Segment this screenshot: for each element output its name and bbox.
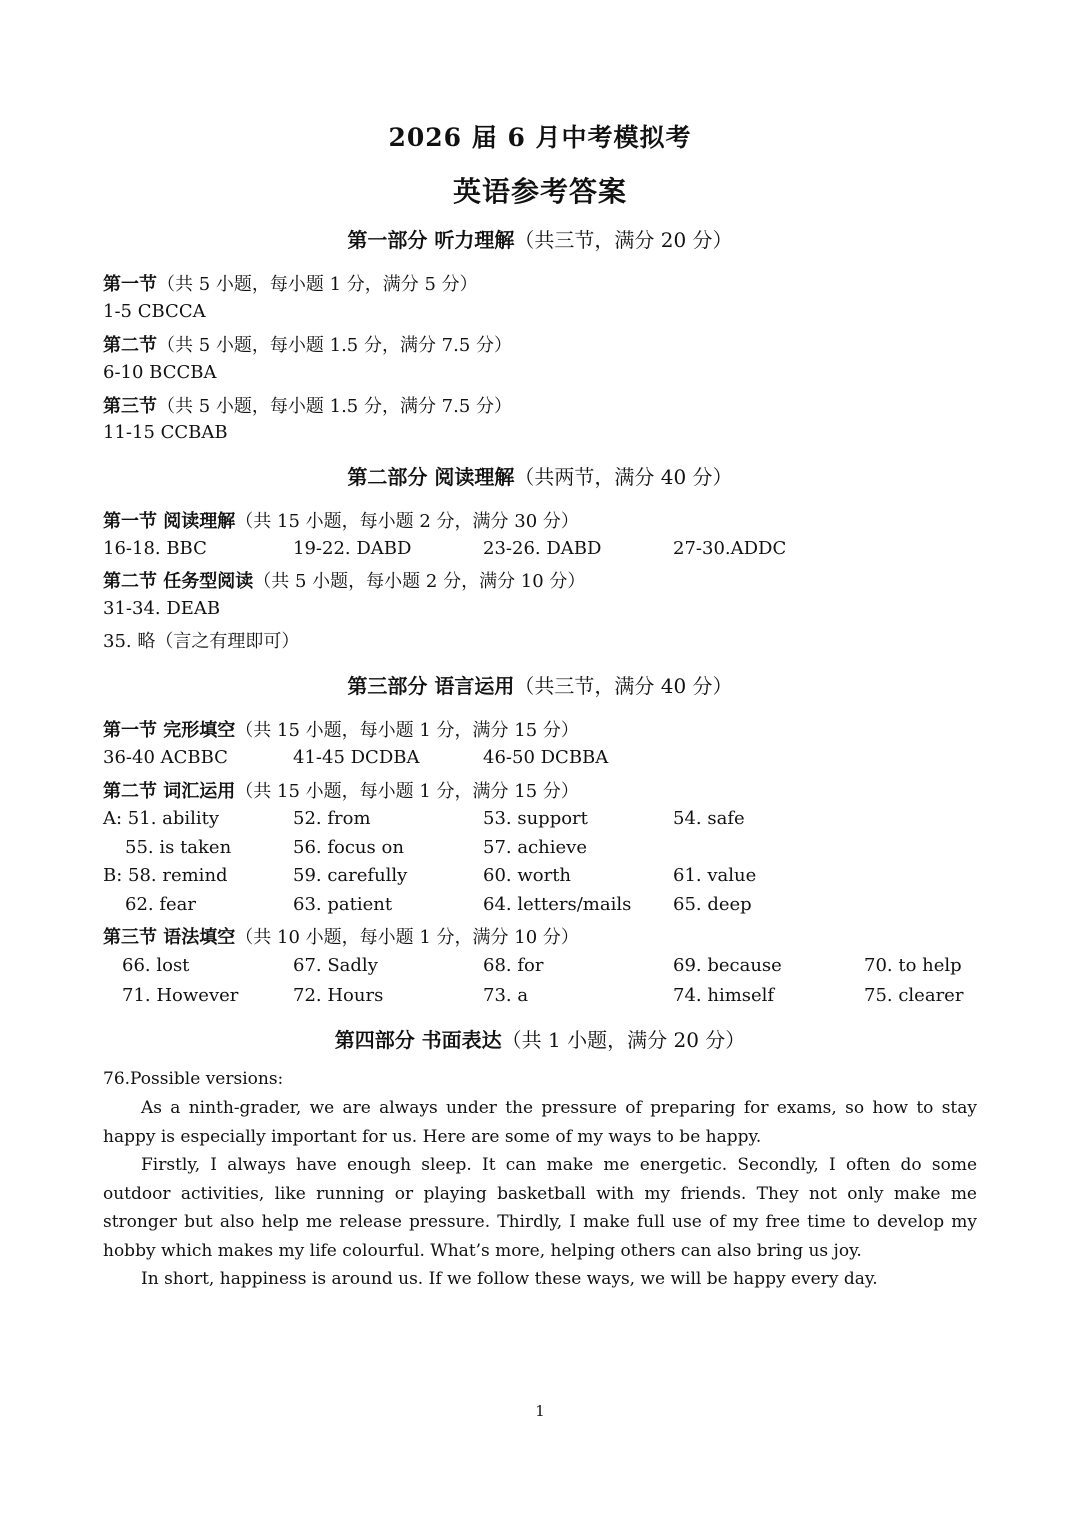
section-label: 第一节 阅读理解	[103, 511, 236, 532]
essay-paragraph	[103, 1094, 977, 1151]
answer-cell: 75. clearer	[864, 985, 964, 1006]
part3-note: （共三节，满分 40 分）	[514, 674, 733, 698]
part1-section2-heading	[103, 331, 512, 357]
answer-cell: 70. to help	[864, 955, 962, 976]
essay-paragraph-text: Firstly, I always have enough sleep. It can make me energetic. Secondly, I often do some outdoor activities, like running or playing basketball with my friends. They not only make me stronger but also help me release pressure. Thirdly, I make full use of my free time to develop my hobby which makes my life colourful. What’s more, helping others can also bring us joy.	[103, 1155, 977, 1261]
part2-title: 第二部分 阅读理解	[347, 465, 515, 489]
answer-key-title: 英语参考答案	[452, 175, 627, 208]
section-label: 第二节	[103, 335, 157, 356]
section-label: 第二节 词汇运用	[103, 781, 236, 802]
part1-note: （共三节，满分 20 分）	[514, 228, 733, 252]
section-label: 第三节	[103, 396, 157, 417]
answer-cell: 64. letters/mails	[483, 894, 632, 915]
section-note: （共 5 小题，每小题 1.5 分，满分 7.5 分）	[157, 396, 513, 417]
answer-cell: 52. from	[293, 808, 371, 829]
part2-note: （共两节，满分 40 分）	[514, 465, 733, 489]
answer-cell: 27-30.ADDC	[673, 538, 787, 559]
part4-title: 第四部分 书面表达	[334, 1028, 502, 1052]
part2-section2-answer-35: 35. 略（言之有理即可）	[103, 631, 300, 652]
part3-section2-heading	[103, 777, 579, 803]
page-number: 1	[535, 1402, 545, 1420]
essay-label: 76.Possible versions:	[103, 1069, 284, 1089]
answer-cell: 65. deep	[673, 894, 752, 915]
answer-cell: B: 58. remind	[103, 865, 228, 886]
answer-cell: 56. focus on	[293, 837, 404, 858]
section-note: （共 15 小题，每小题 1 分，满分 15 分）	[235, 781, 579, 802]
answer-cell: 53. support	[483, 808, 588, 829]
essay-paragraph	[103, 1265, 977, 1294]
section-label: 第一节	[103, 274, 157, 295]
essay-paragraph-text: As a ninth-grader, we are always under the pressure of preparing for exams, so how to stay happy is especially important for us. Here are some of my ways to be happy.	[103, 1098, 977, 1147]
part2-section1-heading	[103, 507, 579, 533]
answer-cell: 60. worth	[483, 865, 572, 886]
part1-heading	[0, 224, 1080, 253]
part3-section1-heading	[103, 716, 579, 742]
answer-cell: 69. because	[673, 955, 782, 976]
part2-section2-heading	[103, 567, 585, 593]
essay-paragraph	[103, 1151, 977, 1265]
part1-title: 第一部分 听力理解	[347, 228, 515, 252]
answer-cell: 73. a	[483, 985, 529, 1006]
section-label: 第一节 完形填空	[103, 720, 236, 741]
part1-section1-answers: 1-5 CBCCA	[103, 301, 206, 322]
answer-cell: 54. safe	[673, 808, 745, 829]
answer-cell: 71. However	[122, 985, 239, 1006]
section-note: （共 15 小题，每小题 1 分，满分 15 分）	[235, 720, 579, 741]
part1-section2-answers: 6-10 BCCBA	[103, 362, 217, 383]
section-label: 第二节 任务型阅读	[103, 571, 254, 592]
answer-cell: 46-50 DCBBA	[483, 747, 609, 768]
answer-cell: A: 51. ability	[103, 808, 220, 829]
section-note: （共 5 小题，每小题 1.5 分，满分 7.5 分）	[157, 335, 513, 356]
answer-cell: 57. achieve	[483, 837, 587, 858]
answer-cell: 74. himself	[673, 985, 775, 1006]
answer-cell: 59. carefully	[293, 865, 408, 886]
answer-cell: 23-26. DABD	[483, 538, 602, 559]
answer-cell: 62. fear	[125, 894, 196, 915]
section-note: （共 10 小题，每小题 1 分，满分 10 分）	[235, 927, 579, 948]
section-note: （共 5 小题，每小题 2 分，满分 10 分）	[253, 571, 586, 592]
section-note: （共 15 小题，每小题 2 分，满分 30 分）	[235, 511, 579, 532]
essay-paragraph-text: In short, happiness is around us. If we follow these ways, we will be happy every day.	[141, 1269, 878, 1289]
exam-title: 2026 届 6 月中考模拟考	[388, 123, 692, 152]
answer-cell: 66. lost	[122, 955, 190, 976]
answer-cell: 72. Hours	[293, 985, 384, 1006]
part3-heading	[0, 670, 1080, 699]
part1-section3-heading	[103, 392, 512, 418]
part2-section2-answers: 31-34. DEAB	[103, 598, 221, 619]
part2-heading	[0, 461, 1080, 490]
answer-cell: 63. patient	[293, 894, 393, 915]
answer-cell: 19-22. DABD	[293, 538, 412, 559]
part1-section3-answers: 11-15 CCBAB	[103, 422, 228, 443]
answer-cell: 67. Sadly	[293, 955, 378, 976]
part4-note: （共 1 小题，满分 20 分）	[501, 1028, 746, 1052]
answer-cell: 36-40 ACBBC	[103, 747, 228, 768]
section-note: （共 5 小题，每小题 1 分，满分 5 分）	[157, 274, 478, 295]
answer-cell: 68. for	[483, 955, 544, 976]
part3-section3-heading	[103, 923, 579, 949]
answer-cell: 41-45 DCDBA	[293, 747, 420, 768]
part4-heading	[0, 1024, 1080, 1053]
part3-title: 第三部分 语言运用	[347, 674, 515, 698]
answer-cell: 16-18. BBC	[103, 538, 207, 559]
answer-cell: 55. is taken	[125, 837, 232, 858]
answer-cell: 61. value	[673, 865, 757, 886]
section-label: 第三节 语法填空	[103, 927, 236, 948]
part1-section1-heading	[103, 270, 478, 296]
